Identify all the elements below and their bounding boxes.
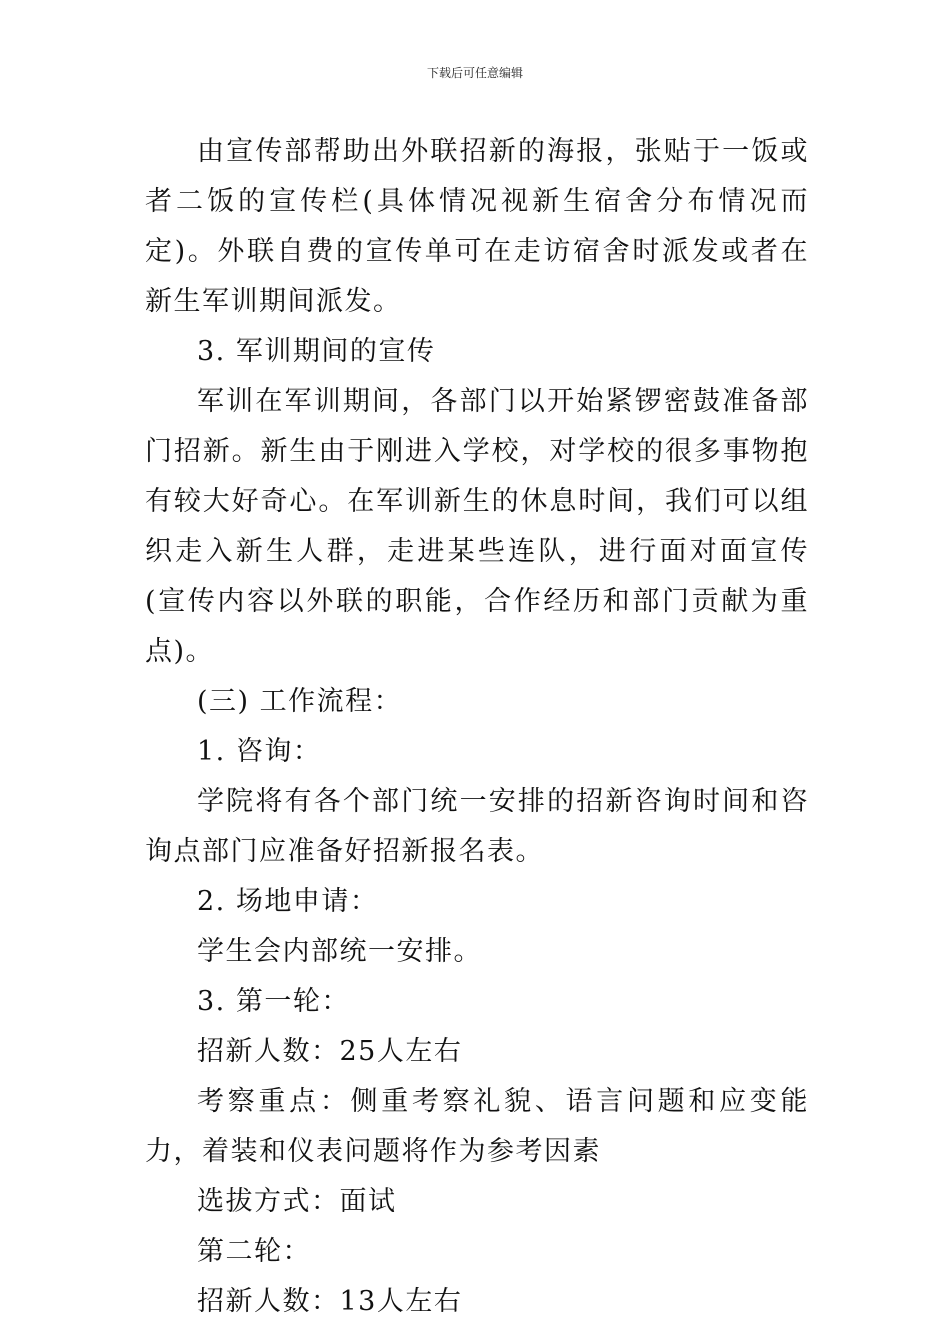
heading-second-round: 第二轮： (197, 1236, 311, 1267)
paragraph-military-training: 军训在军训期间，各部门以开始紧锣密鼓准备部门招新。新生由于刚进入学校，对学校的很多事物抱有较大好奇心。在军训新生的休息时间，我们可以组织走入新生人群，走进某些连队，进行面对面宣传(宣传内容以外联的职能，合作经历和部门贡献为重点)。 (145, 386, 809, 667)
first-round-assessment-focus: 考察重点：侧重考察礼貌、语言问题和应变能力，着装和仪表问题将作为参考因素 (145, 1086, 809, 1167)
paragraph-poster-promotion: 由宣传部帮助出外联招新的海报，张贴于一饭或者二饭的宣传栏(具体情况视新生宿舍分布情况而定)。外联自费的宣传单可在走访宿舍时派发或者在新生军训期间派发。 (145, 136, 809, 317)
page-header-watermark: 下载后可任意编辑 (426, 66, 523, 80)
second-round-headcount: 招新人数：13人左右 (197, 1286, 463, 1317)
paragraph-venue-application: 学生会内部统一安排。 (197, 936, 482, 967)
first-round-selection-method: 选拔方式：面试 (197, 1186, 397, 1217)
paragraph-consultation: 学院将有各个部门统一安排的招新咨询时间和咨询点部门应准备好招新报名表。 (145, 786, 809, 867)
first-round-headcount: 招新人数：25人左右 (197, 1036, 463, 1067)
heading-venue-application: 2. 场地申请： (197, 886, 379, 917)
heading-military-training-promotion: 3. 军训期间的宣传 (197, 336, 436, 367)
heading-consultation: 1. 咨询： (197, 736, 322, 767)
heading-first-round: 3. 第一轮： (197, 986, 350, 1017)
heading-workflow: (三) 工作流程： (197, 686, 403, 717)
document-body (145, 127, 809, 1327)
